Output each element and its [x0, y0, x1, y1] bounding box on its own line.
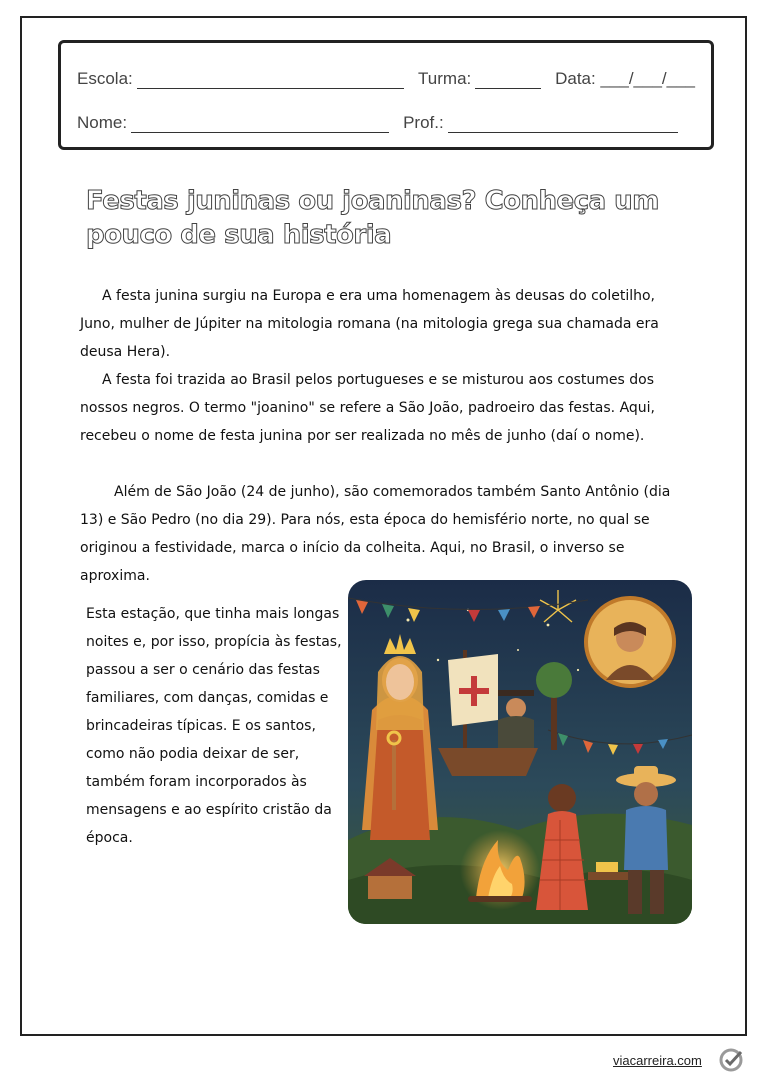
school-label: Escola: — [77, 69, 133, 88]
student-info-box — [58, 40, 714, 150]
festa-junina-illustration — [348, 580, 692, 924]
paragraph-4 — [86, 600, 348, 852]
paragraph-3 — [80, 478, 692, 590]
header-row-2 — [77, 109, 695, 133]
name-label: Nome: — [77, 113, 128, 132]
date-label: Data: ___/___/___ — [555, 69, 695, 88]
footer-site-link[interactable]: viacarreira.com — [613, 1053, 702, 1068]
class-field[interactable] — [475, 70, 541, 89]
class-label: Turma: — [418, 69, 472, 88]
illustration-svg — [348, 580, 692, 924]
teacher-field[interactable] — [448, 114, 678, 133]
paragraph-1 — [80, 282, 692, 366]
school-field[interactable] — [137, 70, 404, 89]
name-field[interactable] — [131, 114, 389, 133]
page-title: Festas juninas ou joaninas? Conheça um pouco de sua história — [86, 186, 659, 250]
paragraph-2 — [80, 366, 692, 450]
paragraph-4-text: Esta estação, que tinha mais longas noites e, por isso, propícia às festas, passou a ser o cenário das festas familiares, com danças, comidas e brincadeiras típicas. E os santos, como não podia deixar de ser, também foram incorporados às mensagens e ao espírito cristão da época. — [86, 606, 342, 846]
header-row-1 — [77, 65, 695, 89]
teacher-label: Prof.: — [403, 113, 444, 132]
paragraph-1-text: A festa junina surgiu na Europa e era uma homenagem às deusas do coletilho, Juno, mulher de Júpiter na mitologia romana (na mitologia grega sua chamada era deusa Hera). — [80, 288, 659, 360]
paragraph-2-text: A festa foi trazida ao Brasil pelos portugueses e se misturou aos costumes dos nossos negros. O termo "joanino" se refere a São João, padroeiro das festas. Aqui, recebeu o nome de festa junina por ser realizada no mês de junho (daí o nome). — [80, 372, 656, 444]
check-logo-icon — [717, 1046, 745, 1074]
paragraph-3-text: Além de São João (24 de junho), são comemorados também Santo Antônio (dia 13) e São Pedro (no dia 29). Para nós, esta época do hemisfério norte, no qual se originou a festividade, marca o início da colheita. Aqui, no Brasil, o inverso se aproxima. — [80, 484, 671, 584]
